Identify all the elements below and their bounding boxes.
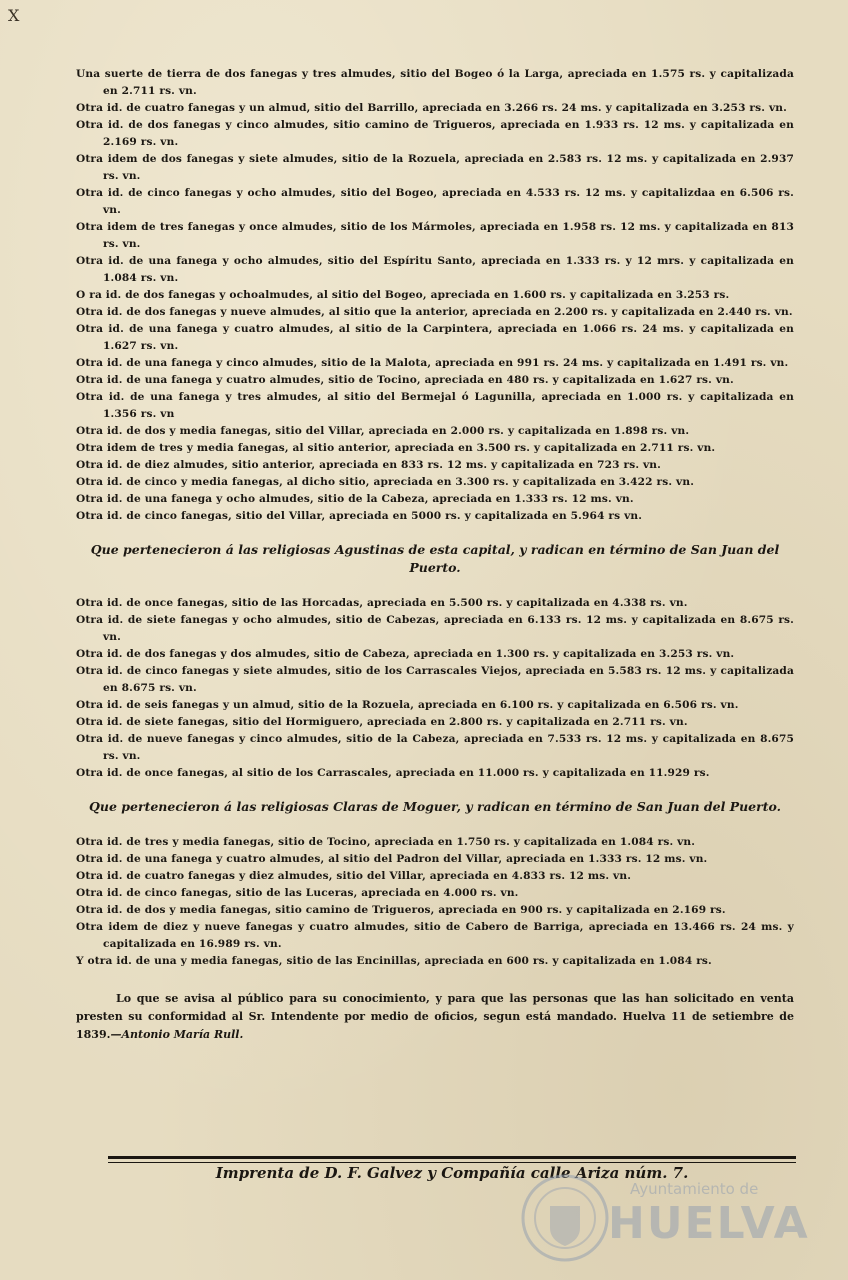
land-entry: Otra id. de nueve fanegas y cinco almudes, sitio de la Cabeza, apreciada en 7.533 rs. 12 ms. y capitalizada en 8.675 rs. vn. <box>76 733 794 762</box>
imprint-line: Imprenta de D. F. Galvez y Compañía calle Ariza núm. 7. <box>215 1164 689 1182</box>
land-entry: Otra id. de siete fanegas, sitio del Hormiguero, apreciada en 2.800 rs. y capitalizada en 2.711 rs. vn. <box>76 716 688 728</box>
section-3-heading: Que pertenecieron á las religiosas Claras de Moguer, y radican en término de San Juan del Puerto. <box>89 799 781 814</box>
land-entry: Otra id. de dos fanegas y dos almudes, sitio de Cabeza, apreciada en 1.300 rs. y capitalizada en 3.253 rs. vn. <box>76 648 735 660</box>
land-entry: O ra id. de dos fanegas y ochoalmudes, al sitio del Bogeo, apreciada en 1.600 rs. y capitalizada en 3.253 rs. <box>76 289 730 301</box>
land-entry: Otra id. de cinco y media fanegas, al dicho sitio, apreciada en 3.300 rs. y capitalizada en 3.422 rs. vn. <box>76 476 695 488</box>
land-entry: Otra id. de dos y media fanegas, sitio camino de Trigueros, apreciada en 900 rs. y capitalizada en 2.169 rs. <box>76 904 726 916</box>
land-entry: Otra id. de cinco fanegas y ocho almudes, sitio del Bogeo, apreciada en 4.533 rs. 12 ms. y capitalizdaa en 6.506 rs. vn. <box>76 187 794 216</box>
land-entry: Otra id. de dos fanegas y cinco almudes, sitio camino de Trigueros, apreciada en 1.933 rs. 12 ms. y capitalizada en 2.169 rs. vn. <box>76 119 794 148</box>
land-entry: Otra id. de cuatro fanegas y un almud, sitio del Barrillo, apreciada en 3.266 rs. 24 ms. y capitalizada en 3.253 rs. vn. <box>76 102 787 114</box>
land-entry: Otra id. de dos y media fanegas, sitio del Villar, apreciada en 2.000 rs. y capitalizada en 1.898 rs. vn. <box>76 425 690 437</box>
land-entry: Otra id. de cinco fanegas y siete almudes, sitio de los Carrascales Viejos, apreciada en 5.583 rs. 12 ms. y capitalizada en 8.675 rs. vn. <box>76 665 794 694</box>
land-entry: Otra id. de tres y media fanegas, sitio de Tocino, apreciada en 1.750 rs. y capitalizada en 1.084 rs. vn. <box>76 836 696 848</box>
closing-text: Lo que se avisa al público para su conocimiento, y para que las personas que las han solicitado en venta presten su conformidad al Sr. Intendente por medio de oficios, segun está mandado. Huelva 11 de setiembre de 1839. <box>76 992 794 1041</box>
land-entry: Otra id. de una fanega y cuatro almudes, sitio de Tocino, apreciada en 480 rs. y capitalizada en 1.627 rs. vn. <box>76 374 734 386</box>
section-3-entries <box>76 834 794 970</box>
land-entry: Una suerte de tierra de dos fanegas y tres almudes, sitio del Bogeo ó la Larga, apreciada en 1.575 rs. y capitalizada en 2.711 rs. vn. <box>76 68 794 97</box>
section-2-entries <box>76 595 794 782</box>
land-entry: Otra id. de cinco fanegas, sitio del Villar, apreciada en 5000 rs. y capitalizada en 5.964 rs vn. <box>76 510 643 522</box>
watermark-line-1: Ayuntamiento de <box>630 1180 759 1198</box>
closing-paragraph <box>76 990 794 1044</box>
signature: —Antonio María Rull. <box>110 1028 244 1041</box>
land-entry: Otra id. de una fanega y tres almudes, al sitio del Bermejal ó Lagunilla, apreciada en 1.000 rs. y capitalizada en 1.356 rs. vn <box>76 391 794 420</box>
land-entry: Otra id. de once fanegas, sitio de las Horcadas, apreciada en 5.500 rs. y capitalizada en 4.338 rs. vn. <box>76 597 688 609</box>
land-entry: Otra id. de una fanega y ocho almudes, sitio de la Cabeza, apreciada en 1.333 rs. 12 ms. vn. <box>76 493 634 505</box>
land-entry: Otra id. de dos fanegas y nueve almudes, al sitio que la anterior, apreciada en 2.200 rs. y capitalizada en 2.440 rs. vn. <box>76 306 793 318</box>
land-entry: Otra id. de una fanega y cinco almudes, sitio de la Malota, apreciada en 991 rs. 24 ms. y capitalizada en 1.491 rs. vn. <box>76 357 789 369</box>
land-entry: Otra id. de una fanega y cuatro almudes, al sitio del Padron del Villar, apreciada en 1.333 rs. 12 ms. vn. <box>76 853 708 865</box>
footer-rule-thin <box>108 1162 796 1163</box>
land-entry: Otra id. de seis fanegas y un almud, sitio de la Rozuela, apreciada en 6.100 rs. y capitalizada en 6.506 rs. vn. <box>76 699 739 711</box>
land-entry: Otra idem de dos fanegas y siete almudes, sitio de la Rozuela, apreciada en 2.583 rs. 12 ms. y capitalizada en 2.937 rs. vn. <box>76 153 794 182</box>
land-entry: Otra id. de once fanegas, al sitio de los Carrascales, apreciada en 11.000 rs. y capitalizada en 11.929 rs. <box>76 767 710 779</box>
watermark-line-2: HUELVA <box>608 1198 810 1249</box>
land-entry: Otra idem de tres y media fanegas, al sitio anterior, apreciada en 3.500 rs. y capitalizada en 2.711 rs. vn. <box>76 442 716 454</box>
land-entry: Otra id. de una fanega y ocho almudes, sitio del Espíritu Santo, apreciada en 1.333 rs. y 12 mrs. y capitalizada en 1.084 rs. vn. <box>76 255 794 284</box>
section-1-entries <box>76 66 794 525</box>
section-2-heading: Que pertenecieron á las religiosas Agustinas de esta capital, y radican en término de San Juan del Puerto. <box>90 542 780 575</box>
corner-mark: X <box>8 6 20 25</box>
land-entry: Otra id. de cuatro fanegas y diez almudes, sitio del Villar, apreciada en 4.833 rs. 12 ms. vn. <box>76 870 632 882</box>
document-body <box>76 66 794 1044</box>
footer-rule-thick <box>108 1156 796 1159</box>
land-entry: Otra id. de diez almudes, sitio anterior, apreciada en 833 rs. 12 ms. y capitalizada en 723 rs. vn. <box>76 459 661 471</box>
land-entry: Otra idem de diez y nueve fanegas y cuatro almudes, sitio de Cabero de Barriga, apreciada en 13.466 rs. 24 ms. y capitalizada en 16.989 rs. vn. <box>76 921 794 950</box>
archive-watermark <box>520 1170 810 1270</box>
land-entry: Otra id. de cinco fanegas, sitio de las Luceras, apreciada en 4.000 rs. vn. <box>76 887 519 899</box>
land-entry: Otra idem de tres fanegas y once almudes, sitio de los Mármoles, apreciada en 1.958 rs. 12 ms. y capitalizada en 813 rs. vn. <box>76 221 794 250</box>
land-entry: Otra id. de una fanega y cuatro almudes, al sitio de la Carpintera, apreciada en 1.066 rs. 24 ms. y capitalizada en 1.627 rs. vn. <box>76 323 794 352</box>
coat-of-arms-icon <box>520 1170 610 1266</box>
land-entry: Otra id. de siete fanegas y ocho almudes, sitio de Cabezas, apreciada en 6.133 rs. 12 ms. y capitalizada en 8.675 rs. vn. <box>76 614 794 643</box>
land-entry: Y otra id. de una y media fanegas, sitio de las Encinillas, apreciada en 600 rs. y capitalizada en 1.084 rs. <box>76 955 712 967</box>
